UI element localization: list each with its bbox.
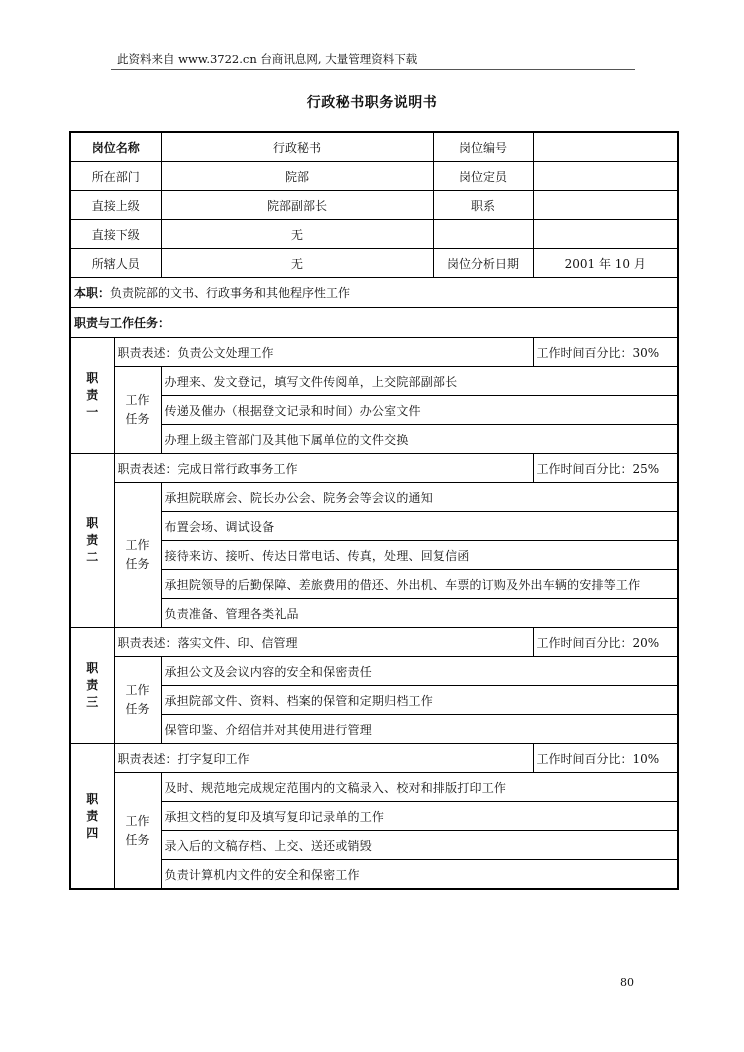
task-row: [70, 657, 678, 686]
duty-time-percentage: 工作时间百分比：10%: [533, 744, 678, 773]
job-summary: [70, 278, 678, 308]
duty-title-text: 职责一: [86, 371, 99, 419]
job-summary-text: 负责院部的文书、行政事务和其他程序性工作: [110, 286, 351, 300]
task-row: [70, 686, 678, 715]
job-family-label: 职系: [433, 191, 533, 220]
row-position-name: [70, 132, 678, 162]
task-row: [70, 512, 678, 541]
task-row: [70, 541, 678, 570]
task-row: [70, 831, 678, 860]
work-tasks-label: [114, 657, 161, 744]
work-tasks-label: [114, 483, 161, 628]
duty-statement-row: [70, 338, 678, 367]
direct-subordinate-label: 直接下级: [70, 220, 161, 249]
position-code-label: 岗位编号: [433, 132, 533, 162]
task-item: 承担文档的复印及填写复印记录单的工作: [161, 802, 678, 831]
header-divider: [111, 69, 635, 70]
duty-statement-row: [70, 454, 678, 483]
direct-superior-label: 直接上级: [70, 191, 161, 220]
task-item: 承担公文及会议内容的安全和保密责任: [161, 657, 678, 686]
work-tasks-label-text: 工作任务: [125, 683, 150, 716]
task-item: 接待来访、接听、传达日常电话、传真，处理、回复信函: [161, 541, 678, 570]
task-row: [70, 860, 678, 890]
empty-cell: [533, 220, 678, 249]
work-tasks-label-text: 工作任务: [125, 813, 150, 847]
duty-time-percentage: 工作时间百分比：25%: [533, 454, 678, 483]
row-job-summary: [70, 278, 678, 308]
duty-statement: 职责表述：打字复印工作: [114, 744, 533, 773]
page-number: 80: [620, 976, 634, 989]
duty-title: [70, 454, 114, 628]
document-title: 行政秘书职务说明书: [306, 95, 438, 111]
task-row: [70, 715, 678, 744]
duty-title-text: 职责四: [86, 791, 99, 840]
row-supervised: [70, 249, 678, 278]
task-item: 承担院部文件、资料、档案的保管和定期归档工作: [161, 686, 678, 715]
row-duties-heading: [70, 308, 678, 338]
task-item: 负责准备、管理各类礼品: [161, 599, 678, 628]
row-direct-subordinate: [70, 220, 678, 249]
task-row: [70, 396, 678, 425]
headcount-label: 岗位定员: [433, 162, 533, 191]
task-item: 及时、规范地完成规定范围内的文稿录入、校对和排版打印工作: [161, 773, 678, 802]
work-tasks-label: [114, 367, 161, 454]
job-family-value: [533, 191, 678, 220]
task-row: [70, 425, 678, 454]
supervised-label: 所辖人员: [70, 249, 161, 278]
empty-cell: [433, 220, 533, 249]
duty-time-percentage: 工作时间百分比：30%: [533, 338, 678, 367]
position-name-value: 行政秘书: [161, 132, 433, 162]
duty-title-text: 职责二: [86, 516, 99, 564]
job-description-table: [69, 131, 679, 890]
direct-superior-value: 院部副部长: [161, 191, 433, 220]
row-department: [70, 162, 678, 191]
supervised-value: 无: [161, 249, 433, 278]
department-label: 所在部门: [70, 162, 161, 191]
position-name-label: 岗位名称: [70, 132, 161, 162]
task-row: [70, 570, 678, 599]
duty-statement: 职责表述：负责公文处理工作: [114, 338, 533, 367]
task-item: 办理来、发文登记，填写文件传阅单，上交院部副部长: [161, 367, 678, 396]
task-item: 传递及催办（根据登文记录和时间）办公室文件: [161, 396, 678, 425]
task-item: 承担院联席会、院长办公会、院务会等会议的通知: [161, 483, 678, 512]
duties-section: [70, 338, 678, 890]
department-value: 院部: [161, 162, 433, 191]
duty-statement-row: [70, 628, 678, 657]
direct-subordinate-value: 无: [161, 220, 433, 249]
duties-heading: 职责与工作任务：: [70, 308, 678, 338]
duty-statement-row: [70, 744, 678, 773]
task-item: 录入后的文稿存档、上交、送还或销毁: [161, 831, 678, 860]
task-row: [70, 773, 678, 802]
task-row: [70, 367, 678, 396]
work-tasks-label: [114, 773, 161, 890]
work-tasks-label-text: 工作任务: [125, 538, 150, 571]
job-summary-label: 本职：: [74, 286, 111, 300]
duty-title-text: 职责三: [86, 661, 99, 709]
position-code-value: [533, 132, 678, 162]
task-row: [70, 599, 678, 628]
task-row: [70, 802, 678, 831]
duty-statement: 职责表述：完成日常行政事务工作: [114, 454, 533, 483]
work-tasks-label-text: 工作任务: [125, 393, 150, 426]
task-item: 负责计算机内文件的安全和保密工作: [161, 860, 678, 890]
task-item: 布置会场、调试设备: [161, 512, 678, 541]
duty-statement: 职责表述：落实文件、印、信管理: [114, 628, 533, 657]
task-item: 办理上级主管部门及其他下属单位的文件交换: [161, 425, 678, 454]
task-item: 保管印鉴、介绍信并对其使用进行管理: [161, 715, 678, 744]
header-source-note: 此资料来自 www.3722.cn 台商讯息网, 大量管理资料下载: [117, 52, 418, 66]
duty-title: [70, 744, 114, 890]
row-direct-superior: [70, 191, 678, 220]
task-row: [70, 483, 678, 512]
analysis-date-value: 2001 年 10 月: [533, 249, 678, 278]
headcount-value: [533, 162, 678, 191]
analysis-date-label: 岗位分析日期: [433, 249, 533, 278]
duty-time-percentage: 工作时间百分比：20%: [533, 628, 678, 657]
duty-title: [70, 338, 114, 454]
task-item: 承担院领导的后勤保障、差旅费用的借还、外出机、车票的订购及外出车辆的安排等工作: [161, 570, 678, 599]
duty-title: [70, 628, 114, 744]
